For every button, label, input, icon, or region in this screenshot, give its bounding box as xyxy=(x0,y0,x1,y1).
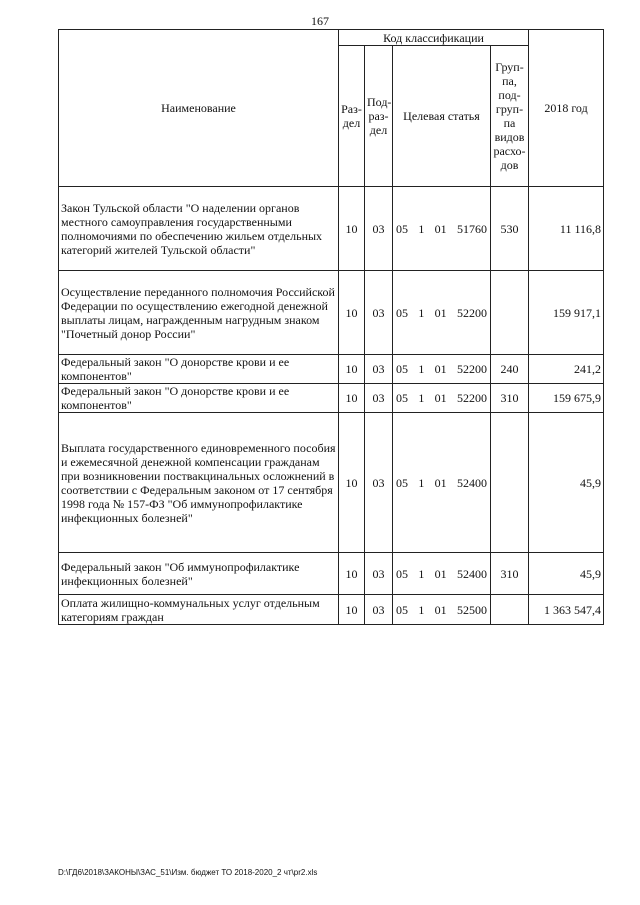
row-target xyxy=(393,384,491,413)
header-name: Наименование xyxy=(59,30,339,187)
row-name: Оплата жилищно-коммунальных услуг отдельным категориям граждан xyxy=(59,595,339,625)
row-section: 10 xyxy=(339,187,365,271)
table-row xyxy=(59,187,604,271)
row-amount: 45,9 xyxy=(529,413,604,553)
row-target xyxy=(393,355,491,384)
row-subsection: 03 xyxy=(365,595,393,625)
row-name: Закон Тульской области "О наделении органов местного самоуправления государственными полномочиями по обеспечению жильем отдельных категорий жителей Тульской области" xyxy=(59,187,339,271)
target-code-part: 01 xyxy=(434,566,447,581)
header-year: 2018 год xyxy=(529,30,604,187)
header-target: Целевая статья xyxy=(393,46,491,187)
target-code-part: 05 xyxy=(396,362,408,376)
table-body xyxy=(59,187,604,625)
target-code-part: 1 xyxy=(418,221,425,236)
target-code-part: 1 xyxy=(418,362,425,376)
target-code-part: 1 xyxy=(418,475,425,490)
row-subsection: 03 xyxy=(365,384,393,413)
target-code-part: 1 xyxy=(418,602,425,617)
table-row xyxy=(59,355,604,384)
row-section: 10 xyxy=(339,355,365,384)
row-group xyxy=(491,413,529,553)
header-section: Раз- дел xyxy=(339,46,365,187)
row-amount: 11 116,8 xyxy=(529,187,604,271)
target-code-part: 52200 xyxy=(456,391,487,405)
row-subsection: 03 xyxy=(365,553,393,595)
row-section: 10 xyxy=(339,384,365,413)
target-code-part: 01 xyxy=(434,221,447,236)
row-group: 240 xyxy=(491,355,529,384)
target-code-part: 1 xyxy=(418,566,425,581)
file-path-footer: D:\ГД6\2018\ЗАКОНЫ\ЗАС_51\Изм. бюджет ТО 2018-2020_2 чт\pr2.xls xyxy=(58,868,318,877)
row-subsection: 03 xyxy=(365,413,393,553)
table-row xyxy=(59,553,604,595)
row-name: Федеральный закон "Об иммунопрофилактике инфекционных болезней" xyxy=(59,553,339,595)
row-target xyxy=(393,187,491,271)
row-target xyxy=(393,595,491,625)
target-code-part: 1 xyxy=(418,305,425,320)
row-subsection: 03 xyxy=(365,187,393,271)
row-group: 530 xyxy=(491,187,529,271)
target-code-part: 05 xyxy=(396,305,408,320)
row-target xyxy=(393,413,491,553)
header-group: Груп- па, под- груп- па видов расхо- дов xyxy=(491,46,529,187)
row-name: Осуществление переданного полномочия Российской Федерации по осуществлению ежегодной денежной выплаты лицам, награжденным нагрудным знаком "Почетный донор России" xyxy=(59,271,339,355)
target-code-part: 05 xyxy=(396,221,408,236)
page-number: 167 xyxy=(311,14,329,28)
row-group: 310 xyxy=(491,553,529,595)
row-section: 10 xyxy=(339,271,365,355)
target-code-part: 52500 xyxy=(456,602,487,617)
target-code-part: 01 xyxy=(434,391,447,405)
target-code-part: 1 xyxy=(418,391,425,405)
header-classification: Код классификации xyxy=(339,30,529,46)
table-row xyxy=(59,271,604,355)
target-code-part: 01 xyxy=(434,475,447,490)
row-name: Федеральный закон "О донорстве крови и ее компонентов" xyxy=(59,355,339,384)
row-section: 10 xyxy=(339,553,365,595)
row-section: 10 xyxy=(339,413,365,553)
row-target xyxy=(393,553,491,595)
target-code-part: 51760 xyxy=(456,221,487,236)
row-name: Федеральный закон "О донорстве крови и ее компонентов" xyxy=(59,384,339,413)
target-code-part: 05 xyxy=(396,566,408,581)
header-subsection: Под- раз- дел xyxy=(365,46,393,187)
budget-table xyxy=(58,29,604,625)
row-group: 310 xyxy=(491,384,529,413)
row-amount: 159 675,9 xyxy=(529,384,604,413)
table-row xyxy=(59,384,604,413)
row-amount: 1 363 547,4 xyxy=(529,595,604,625)
target-code-part: 52400 xyxy=(456,475,487,490)
row-amount: 241,2 xyxy=(529,355,604,384)
target-code-part: 52200 xyxy=(456,362,487,376)
target-code-part: 05 xyxy=(396,391,408,405)
table-row xyxy=(59,595,604,625)
target-code-part: 05 xyxy=(396,475,408,490)
target-code-part: 52400 xyxy=(456,566,487,581)
target-code-part: 05 xyxy=(396,602,408,617)
target-code-part: 01 xyxy=(434,362,447,376)
target-code-part: 52200 xyxy=(456,305,487,320)
target-code-part: 01 xyxy=(434,602,447,617)
table-row xyxy=(59,413,604,553)
row-amount: 159 917,1 xyxy=(529,271,604,355)
row-name: Выплата государственного единовременного пособия и ежемесячной денежной компенсации гражданам при возникновении поствакцинальных осложнений в соответствии с Федеральным законом от 17 сентября 1998 года № 157-ФЗ "Об иммунопрофилактике инфекционных болезней" xyxy=(59,413,339,553)
row-target xyxy=(393,271,491,355)
row-subsection: 03 xyxy=(365,355,393,384)
row-subsection: 03 xyxy=(365,271,393,355)
row-amount: 45,9 xyxy=(529,553,604,595)
target-code-part: 01 xyxy=(434,305,447,320)
row-group xyxy=(491,595,529,625)
row-section: 10 xyxy=(339,595,365,625)
row-group xyxy=(491,271,529,355)
